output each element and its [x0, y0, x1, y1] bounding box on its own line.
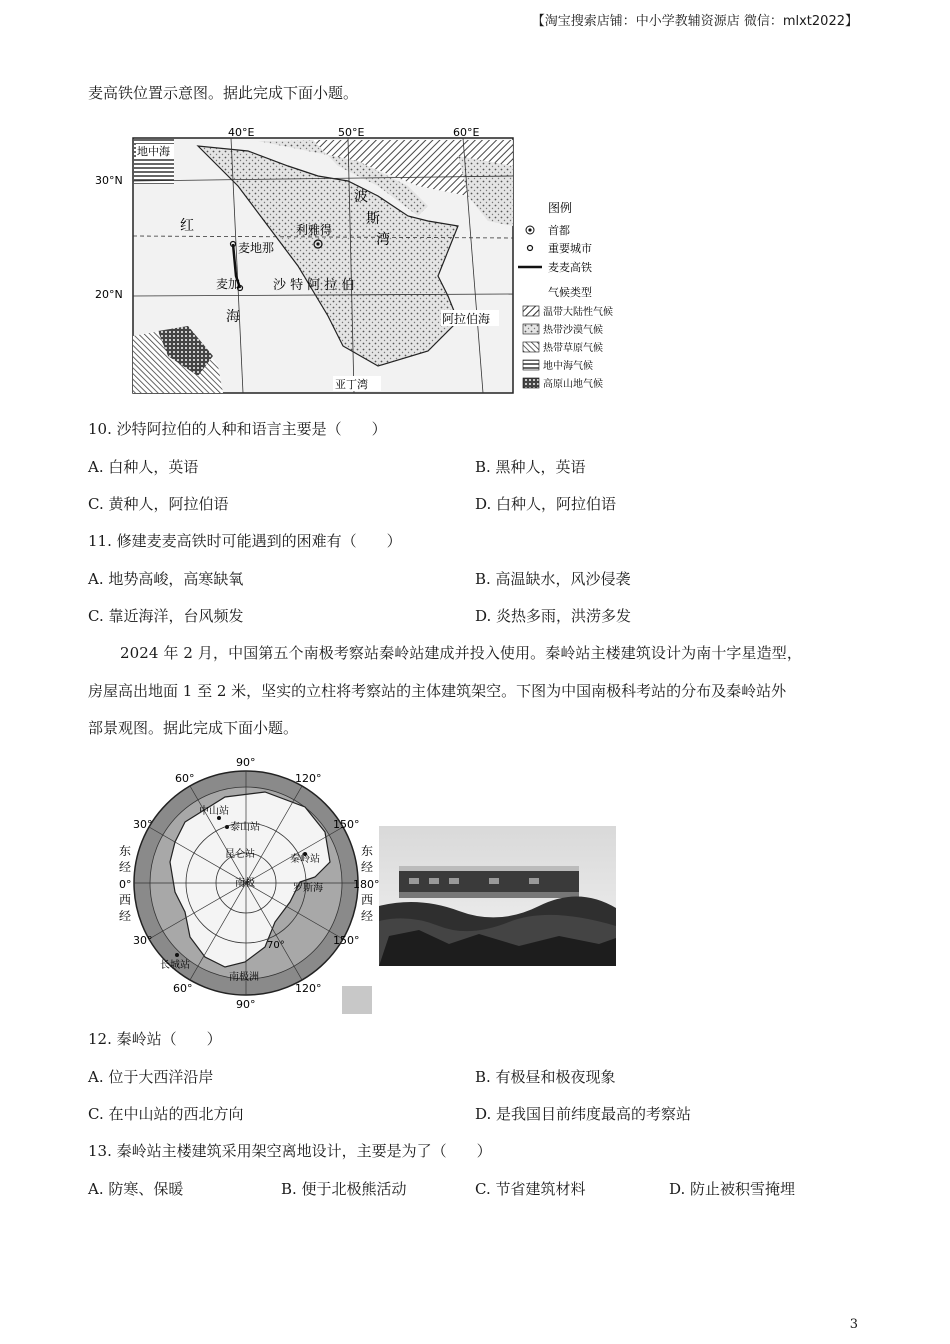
q12-option-d: D. 是我国目前纬度最高的考察站 [475, 1105, 692, 1123]
passage2-line2: 房屋高出地面 1 至 2 米，坚实的立柱将考察站的主体建筑架空。下图为中国南极科考站的分布及秦岭站外 [88, 682, 787, 700]
q11-option-a: A. 地势高峻，高寒缺氧 [88, 570, 244, 588]
taishan-label: 泰山站 [230, 822, 260, 833]
lat-70: 70° [267, 940, 285, 951]
page-number: 3 [849, 1317, 858, 1332]
label-arabian-sea: 阿拉伯海 [442, 312, 491, 326]
deg-0: 0° [119, 878, 132, 891]
west-label-1: 西 [119, 893, 132, 907]
q10-option-a: A. 白种人，英语 [88, 458, 199, 476]
svg-text:首都: 首都 [548, 224, 570, 237]
east-label-1: 东 [119, 844, 132, 858]
ross-label: 罗斯海 [293, 883, 323, 894]
east-label-r2: 经 [361, 860, 374, 874]
label-persian-1: 波 [354, 189, 368, 205]
label-riyadh: 利雅得 [296, 223, 333, 237]
label-medina: 麦地那 [238, 241, 275, 255]
kunlun-label: 昆仑站 [225, 849, 255, 860]
east-label-r1: 东 [361, 844, 374, 858]
q11-option-d: D. 炎热多雨，洪涝多发 [475, 607, 632, 625]
intro-text: 麦高铁位置示意图。据此完成下面小题。 [88, 84, 359, 102]
q12-stem: 12. 秦岭站（ ） [88, 1030, 222, 1048]
map-legend [518, 200, 613, 390]
q12-option-b: B. 有极昼和极夜现象 [475, 1068, 616, 1086]
q13-option-c: C. 节省建筑材料 [475, 1180, 586, 1198]
label-persian-2: 斯 [366, 211, 380, 227]
deg-120-br: 120° [295, 982, 322, 995]
label-mediterranean: 地中海 [137, 145, 170, 158]
svg-text:地中海气候: 地中海气候 [543, 361, 593, 372]
deg-60-bl: 60° [173, 982, 193, 995]
q10-stem: 10. 沙特阿拉伯的人种和语言主要是（ ） [88, 420, 387, 438]
lat-20: 20°N [95, 288, 123, 301]
q10-option-b: B. 黑种人，英语 [475, 458, 586, 476]
west-label-r1: 西 [361, 893, 374, 907]
deg-60-tl: 60° [175, 772, 195, 785]
svg-text:热带草原气候: 热带草原气候 [543, 343, 603, 354]
lat-30: 30°N [95, 174, 123, 187]
q12-option-c: C. 在中山站的西北方向 [88, 1105, 244, 1123]
zhongshan-label: 中山站 [199, 806, 229, 817]
deg-180: 180° [353, 878, 380, 891]
q12-option-a: A. 位于大西洋沿岸 [88, 1068, 214, 1086]
label-persian-3: 湾 [376, 232, 390, 248]
qr-placeholder [342, 986, 372, 1014]
label-saudi: 沙 特 阿 拉 伯 [273, 278, 355, 293]
q11-stem: 11. 修建麦麦高铁时可能遇到的困难有（ ） [88, 532, 402, 550]
q10-option-d: D. 白种人，阿拉伯语 [475, 495, 617, 513]
svg-text:麦麦高铁: 麦麦高铁 [548, 261, 592, 274]
west-label-2: 经 [119, 909, 132, 923]
q11-option-c: C. 靠近海洋，台风频发 [88, 607, 244, 625]
passage2-line3: 部景观图。据此完成下面小题。 [88, 719, 299, 737]
qinling-station-photo [379, 826, 616, 966]
greatwall-label: 长城站 [160, 960, 190, 971]
q13-option-b: B. 便于北极熊活动 [281, 1180, 407, 1198]
east-label-2: 经 [119, 860, 132, 874]
q13-option-d: D. 防止被积雪掩埋 [669, 1180, 796, 1198]
lon-40: 40°E [228, 126, 255, 139]
deg-150-r: 150° [333, 818, 360, 831]
arabia-map [95, 126, 648, 398]
q11-option-b: B. 高温缺水，风沙侵袭 [475, 570, 631, 588]
deg-90-top: 90° [236, 756, 256, 769]
deg-150-lr: 150° [333, 934, 360, 947]
label-red-2: 海 [226, 309, 240, 325]
lon-60: 60°E [453, 126, 480, 139]
label-red-1: 红 [180, 218, 194, 234]
deg-30-ll: 30° [133, 934, 153, 947]
q10-option-c: C. 黄种人，阿拉伯语 [88, 495, 229, 513]
label-mecca: 麦加 [216, 277, 241, 291]
southern-label: 南极洲 [229, 972, 259, 983]
passage2-line1: 2024 年 2 月，中国第五个南极考察站秦岭站建成并投入使用。秦岭站主楼建筑设计为南十字星造型， [120, 644, 802, 662]
q13-option-a: A. 防寒、保暖 [88, 1180, 184, 1198]
svg-text:气候类型: 气候类型 [548, 286, 592, 299]
west-label-r2: 经 [361, 909, 374, 923]
lon-50: 50°E [338, 126, 365, 139]
pole-label: 南极 [235, 878, 255, 889]
svg-text:高原山地气候: 高原山地气候 [543, 379, 603, 390]
qinling-label: 秦岭站 [290, 854, 320, 865]
antarctica-map [115, 752, 380, 1014]
svg-text:重要城市: 重要城市 [548, 242, 592, 255]
svg-text:热带沙漠气候: 热带沙漠气候 [543, 325, 603, 336]
page-header: 【淘宝搜索店铺：中小学教辅资源店 微信：mlxt2022】 [531, 14, 858, 29]
deg-90-bottom: 90° [236, 998, 256, 1011]
svg-text:图例: 图例 [548, 201, 573, 215]
label-gulf-aden: 亚丁湾 [335, 378, 368, 391]
q13-stem: 13. 秦岭站主楼建筑采用架空离地设计，主要是为了（ ） [88, 1142, 492, 1160]
svg-text:温带大陆性气候: 温带大陆性气候 [543, 307, 613, 318]
deg-30-l: 30° [133, 818, 153, 831]
deg-120-tr: 120° [295, 772, 322, 785]
